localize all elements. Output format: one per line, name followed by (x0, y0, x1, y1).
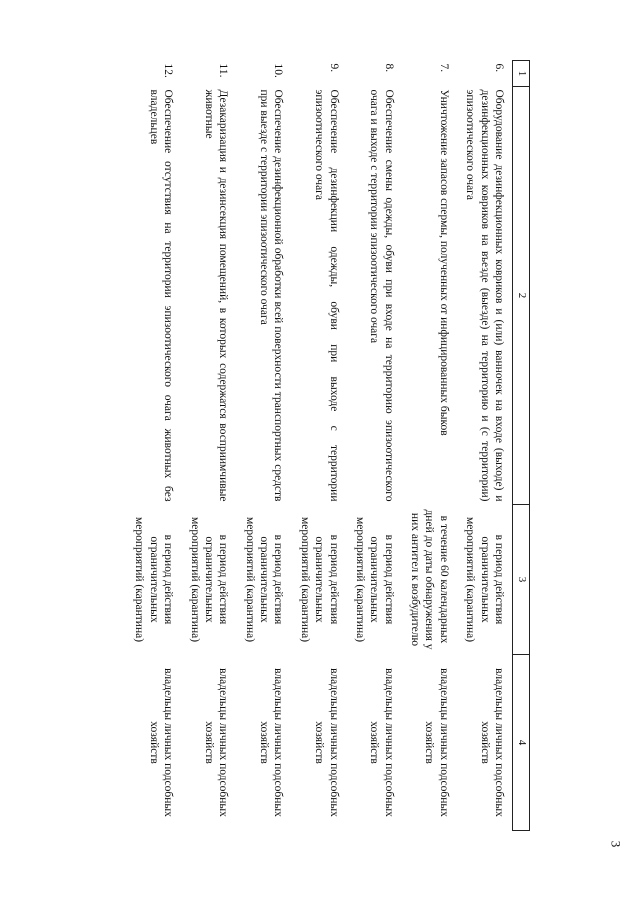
table-row (402, 61, 457, 831)
responsible: владельцы личных подсобных хозяйств (258, 668, 285, 817)
column-header: 1 (513, 61, 530, 87)
measure-term: в период действия ограничительных мероприятий (карантина) (298, 516, 340, 643)
measure-text: Оборудование дезинфекционных ковриков и (или) ванночек на входе (выходе) и дезинфекционных ковриков на въезде (выезде) на территорию и (с территории) эпизоотического очага (464, 89, 505, 502)
measure-text: Уничтожение запасов спермы, полученных от инфицированных быков (437, 89, 450, 436)
measure-term: в период действия ограничительных мероприятий (карантина) (354, 516, 395, 643)
measure-text: Обеспечение дезинфекции одежды, обуви при выходе с территории эпизоотического очага (313, 89, 340, 502)
row-number: 10. (272, 63, 285, 78)
table-row (457, 61, 513, 831)
column-header: 2 (513, 87, 530, 505)
responsible: владельцы личных подсобных хозяйств (368, 668, 395, 817)
row-number: 7. (437, 63, 450, 73)
table-row (236, 61, 291, 831)
measure-text: Обеспечение отсутствия на территории эпизоотического очага животных без владельцев (147, 89, 175, 502)
measure-text: Дезакаризация и дезинсекция помещений, в которых содержатся восприимчивые животные (203, 89, 230, 502)
page-number: 3 (607, 840, 623, 848)
measure-term: в период действия ограничительных мероприятий (карантина) (243, 516, 285, 643)
table-row (292, 61, 347, 831)
responsible: владельцы личных подсобных хозяйств (423, 668, 450, 817)
row-number: 8. (382, 63, 395, 73)
row-number: 11. (217, 63, 230, 78)
row-number: 12. (162, 63, 175, 78)
measure-text: Обеспечение смены одежды, обуви при входе на территорию эпизоотического очага и выходе с территории эпизоотического очага (368, 89, 395, 502)
measure-term: в период действия ограничительных мероприятий (карантина) (188, 516, 230, 643)
row-number: 9. (327, 63, 340, 73)
table-row (181, 61, 236, 831)
measure-term: в период действия ограничительных мероприятий (карантина) (133, 516, 175, 643)
responsible: владельцы личных подсобных хозяйств (147, 668, 175, 817)
measure-text: Обеспечение дезинфекционной обработки всей поверхности транспортных средств при выезде с территории эпизоотического очага (258, 89, 285, 502)
responsible: владельцы личных подсобных хозяйств (478, 668, 505, 817)
column-header: 3 (513, 505, 530, 655)
measure-term: в течение 60 календарных дней до даты обнаружения у них антител к возбудителю (409, 509, 450, 650)
column-header: 4 (513, 655, 530, 831)
measures-table (126, 60, 530, 831)
table-row (347, 61, 402, 831)
measure-term: в период действия ограничительных мероприятий (карантина) (464, 516, 505, 643)
responsible: владельцы личных подсобных хозяйств (313, 668, 340, 817)
row-number: 6. (493, 63, 505, 73)
table-row (126, 61, 181, 831)
responsible: владельцы личных подсобных хозяйств (203, 668, 230, 817)
table-header-row (513, 61, 530, 831)
